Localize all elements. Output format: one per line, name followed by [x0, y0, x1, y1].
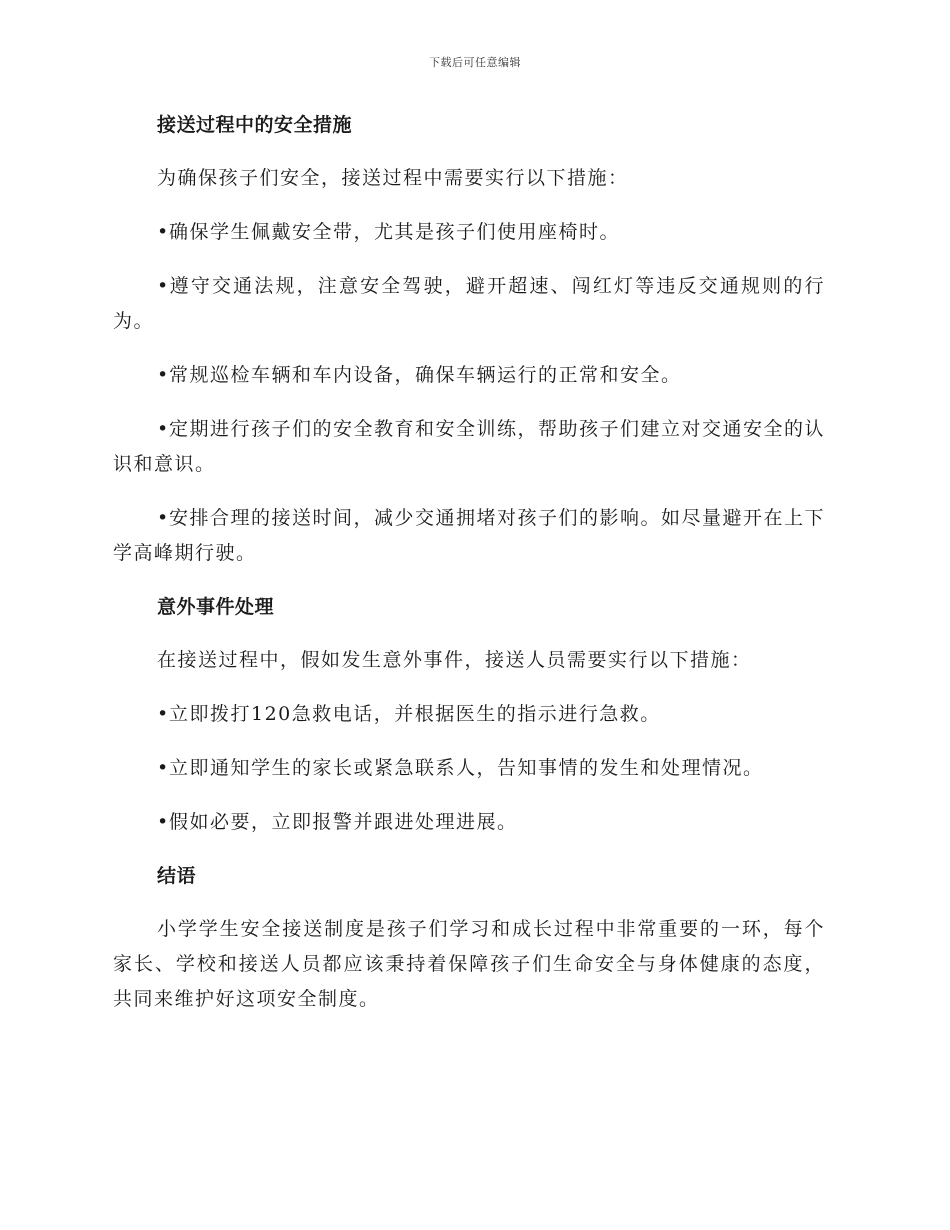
section-heading-incident-handling: 意外事件处理	[157, 596, 275, 618]
bullet-item	[113, 358, 825, 393]
bullet-item	[113, 269, 825, 339]
bullet-text: 立即通知学生的家长或紧急联系人，告知事情的发生和处理情况。	[169, 757, 764, 779]
bullet-text: 遵守交通法规，注意安全驾驶，避开超速、闯红灯等违反交通规则的行为。	[113, 275, 825, 332]
bullet-text: 确保学生佩戴安全带，尤其是孩子们使用座椅时。	[169, 221, 621, 243]
bullet-item	[113, 751, 825, 786]
bullet-item	[113, 501, 825, 571]
bullet-text: 定期进行孩子们的安全教育和安全训练，帮助孩子们建立对交通安全的认识和意识。	[113, 418, 826, 475]
document-body	[113, 108, 825, 1036]
bullet-item	[113, 412, 825, 482]
section-intro-incident-handling: 在接送过程中，假如发生意外事件，接送人员需要实行以下措施：	[157, 649, 752, 671]
bullet-item	[113, 697, 825, 732]
bullet-item	[113, 805, 825, 840]
bullet-text: 立即拨打120急救电话，并根据医生的指示进行急救。	[169, 703, 661, 725]
section-intro-safety-measures: 为确保孩子们安全，接送过程中需要实行以下措施：	[157, 167, 629, 189]
page-header-note: 下载后可任意编辑	[429, 56, 521, 69]
bullet-text: 安排合理的接送时间，减少交通拥堵对孩子们的影响。如尽量避开在上下学高峰期行驶。	[113, 507, 826, 564]
section-heading-safety-measures: 接送过程中的安全措施	[157, 114, 353, 136]
bullet-text: 假如必要，立即报警并跟进处理进展。	[169, 811, 518, 833]
bullet-item	[113, 215, 825, 250]
section-heading-conclusion: 结语	[157, 865, 197, 887]
conclusion-paragraph: 小学学生安全接送制度是孩子们学习和成长过程中非常重要的一环，每个家长、学校和接送人员都应该秉持着保障孩子们生命安全与身体健康的态度，共同来维护好这项安全制度。	[113, 918, 825, 1010]
bullet-text: 常规巡检车辆和车内设备，确保车辆运行的正常和安全。	[169, 364, 682, 386]
